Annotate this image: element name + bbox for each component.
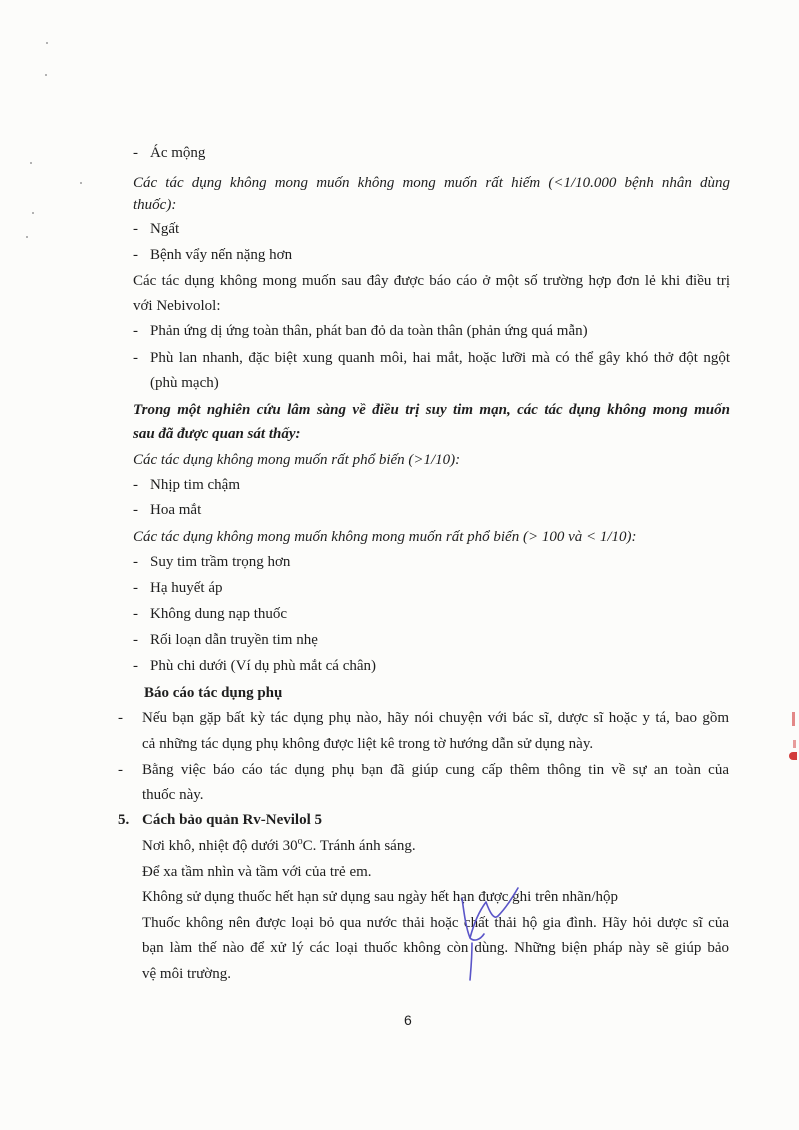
paragraph-line: Để xa tầm nhìn và tầm với của trẻ em.	[142, 864, 372, 880]
list-item: Phản ứng dị ứng toàn thân, phát ban đỏ da toàn thân (phản ứng quá mẫn)	[150, 323, 588, 339]
bullet-dash: -	[133, 606, 138, 622]
section-heading: Báo cáo tác dụng phụ	[144, 685, 283, 701]
bullet-dash: -	[133, 632, 138, 648]
paragraph-line: Không sử dụng thuốc hết hạn sử dụng sau ngày hết hạn được ghi trên nhãn/hộp	[142, 889, 618, 905]
edge-stamp-mark	[793, 740, 796, 748]
paragraph-line	[142, 836, 416, 856]
bullet-dash: -	[118, 762, 123, 778]
list-item: Rối loạn dẫn truyền tim nhẹ	[150, 632, 318, 648]
list-item: Nếu bạn gặp bất kỳ tác dụng phụ nào, hãy nói chuyện với bác sĩ, dược sĩ hoặc y tá, bao gồm	[142, 710, 729, 726]
list-item: Suy tim trầm trọng hơn	[150, 554, 291, 570]
scan-speck	[26, 236, 28, 238]
scan-speck	[46, 42, 48, 44]
section-title: Cách bảo quản Rv-Nevilol 5	[142, 812, 323, 828]
italic-subheading: Các tác dụng không mong muốn không mong muốn rất hiếm (<1/10.000 bệnh nhân dùng	[133, 175, 730, 191]
degree-sup: o	[297, 836, 303, 847]
bullet-dash: -	[133, 323, 138, 339]
bullet-dash: -	[133, 247, 138, 263]
bullet-dash: -	[133, 502, 138, 518]
edge-stamp-mark	[792, 712, 795, 726]
paragraph-line: bạn làm thế nào để xử lý các loại thuốc không còn dùng. Những biện pháp này sẽ giúp bảo	[142, 940, 729, 956]
bullet-dash: -	[133, 554, 138, 570]
bullet-dash: -	[133, 350, 138, 366]
scan-speck	[80, 182, 82, 184]
paragraph-line: với Nebivolol:	[133, 298, 221, 314]
scan-speck	[32, 212, 34, 214]
list-item: Phù chi dưới (Ví dụ phù mắt cá chân)	[150, 658, 377, 674]
list-item: Hoa mắt	[150, 502, 202, 518]
paragraph-line: vệ môi trường.	[142, 966, 231, 982]
edge-stamp-mark	[789, 752, 797, 760]
bold-italic-heading: Trong một nghiên cứu lâm sàng về điều trị suy tim mạn, các tác dụng không mong muốn	[133, 402, 730, 418]
list-item: Nhịp tim chậm	[150, 477, 240, 493]
list-item: Ác mộng	[150, 145, 206, 161]
list-item: Phù lan nhanh, đặc biệt xung quanh môi, hai mắt, hoặc lưỡi mà có thể gây khó thở đột ngột	[150, 350, 730, 366]
italic-subheading: Các tác dụng không mong muốn không mong muốn rất phổ biến (> 100 và < 1/10):	[133, 529, 637, 545]
list-item: Bệnh vẩy nến nặng hơn	[150, 247, 293, 263]
italic-subheading: Các tác dụng không mong muốn rất phổ biến (>1/10):	[133, 452, 461, 468]
bullet-dash: -	[133, 658, 138, 674]
list-item: Không dung nạp thuốc	[150, 606, 288, 622]
bold-italic-heading-cont: sau đã được quan sát thấy:	[133, 426, 301, 442]
bullet-dash: -	[133, 580, 138, 596]
temperature-text: Nơi khô, nhiệt độ dưới 30	[142, 838, 298, 854]
list-item-cont: (phù mạch)	[150, 375, 219, 391]
temperature-text-end: C. Tránh ánh sáng.	[302, 838, 416, 854]
list-item: Hạ huyết áp	[150, 580, 223, 596]
bullet-dash: -	[118, 710, 123, 726]
list-item: Ngất	[150, 221, 180, 237]
scan-speck	[30, 162, 32, 164]
page-number: 6	[404, 1012, 412, 1028]
list-item: Bằng việc báo cáo tác dụng phụ bạn đã giúp cung cấp thêm thông tin về sự an toàn của	[142, 762, 729, 778]
bullet-dash: -	[133, 477, 138, 493]
list-item-cont: cả những tác dụng phụ không được liệt kê trong tờ hướng dẫn sử dụng này.	[142, 736, 594, 752]
section-number: 5.	[118, 812, 130, 828]
paragraph-line: Thuốc không nên được loại bỏ qua nước thải hoặc chất thải hộ gia đình. Hãy hỏi dược sĩ của	[142, 915, 729, 931]
list-item-cont: thuốc này.	[142, 787, 204, 803]
bullet-dash: -	[133, 221, 138, 237]
paragraph-line: Các tác dụng không mong muốn sau đây được báo cáo ở một số trường hợp đơn lẻ khi điều trị	[133, 273, 730, 289]
scan-speck	[45, 74, 47, 76]
italic-subheading-cont: thuốc):	[133, 197, 177, 213]
handwritten-signature	[450, 868, 530, 988]
bullet-dash: -	[133, 145, 138, 161]
